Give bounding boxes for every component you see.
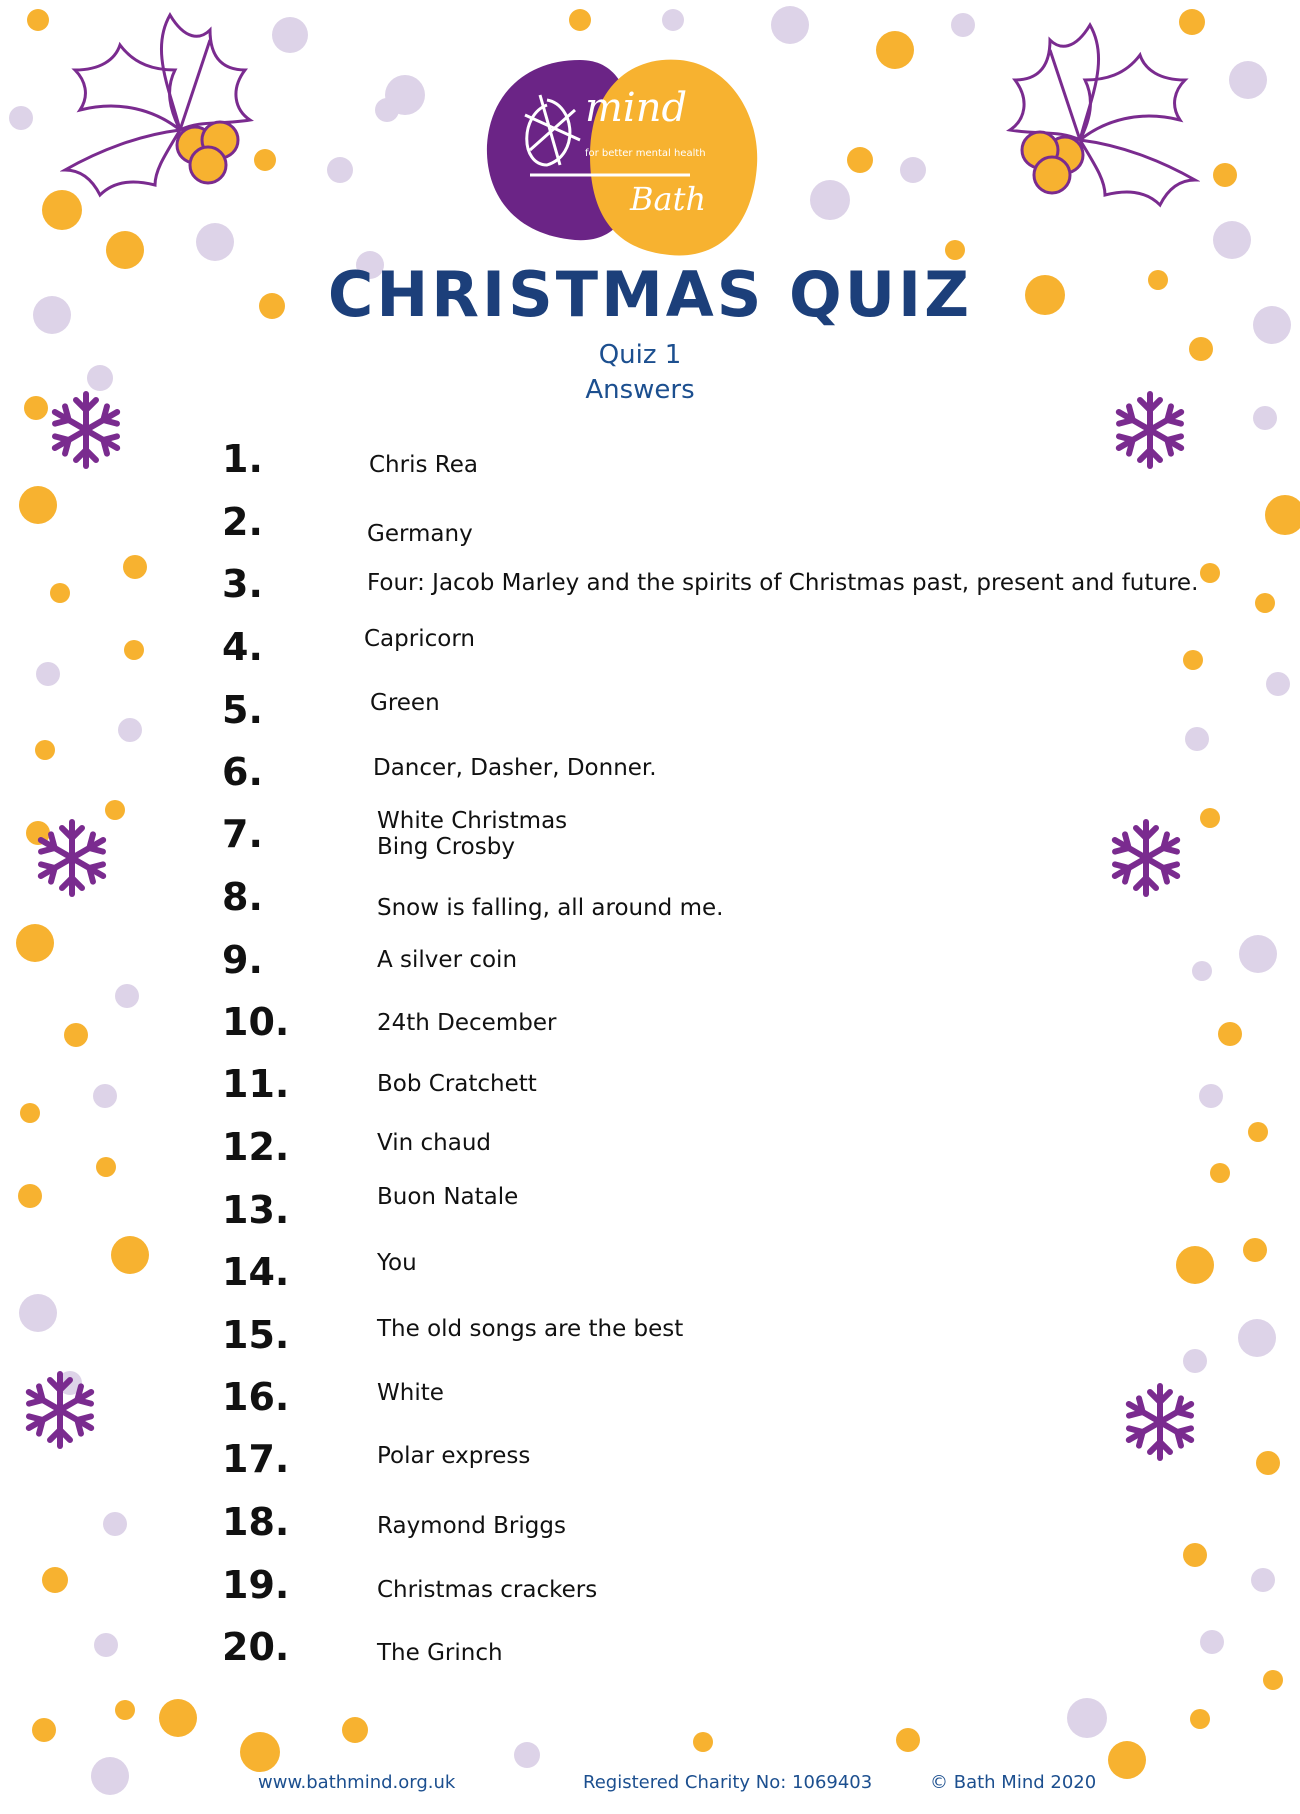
lilac-dot xyxy=(327,157,353,183)
answer-text: White xyxy=(377,1380,444,1406)
gold-dot xyxy=(27,9,49,31)
answer-number: 20. xyxy=(222,1625,290,1669)
quiz-label: Quiz 1 xyxy=(598,340,682,370)
answer-text: Raymond Briggs xyxy=(377,1513,566,1539)
gold-dot xyxy=(1256,1451,1280,1475)
answer-number: 6. xyxy=(222,750,263,794)
gold-dot xyxy=(1263,1670,1283,1690)
answer-text: Chris Rea xyxy=(369,452,478,478)
gold-dot xyxy=(124,640,144,660)
answer-number: 18. xyxy=(222,1500,290,1544)
lilac-dot xyxy=(103,1512,127,1536)
gold-dot xyxy=(847,147,873,173)
lilac-dot xyxy=(1229,61,1267,99)
holly-icon xyxy=(990,20,1200,220)
gold-dot xyxy=(342,1717,368,1743)
answer-text: 24th December xyxy=(377,1010,557,1036)
answer-text: The Grinch xyxy=(377,1640,503,1666)
lilac-dot xyxy=(1239,935,1277,973)
gold-dot xyxy=(96,1157,116,1177)
answer-text: Buon Natale xyxy=(377,1184,519,1210)
answer-text: Germany xyxy=(367,521,473,547)
answer-number: 17. xyxy=(222,1437,290,1481)
holly-icon xyxy=(60,10,270,210)
answer-number: 3. xyxy=(222,562,263,606)
gold-dot xyxy=(1248,1122,1268,1142)
lilac-dot xyxy=(1183,1349,1207,1373)
logo-location: Bath xyxy=(630,180,707,218)
answer-text: Vin chaud xyxy=(377,1130,492,1156)
footer-charity-number: Registered Charity No: 1069403 xyxy=(583,1772,873,1793)
footer-copyright: © Bath Mind 2020 xyxy=(930,1772,1097,1793)
answer-text: Polar express xyxy=(377,1443,531,1469)
answer-text: You xyxy=(377,1250,417,1276)
lilac-dot xyxy=(375,98,399,122)
answer-text: Snow is falling, all around me. xyxy=(377,895,724,921)
lilac-dot xyxy=(771,6,809,44)
lilac-dot xyxy=(93,1084,117,1108)
answer-number: 11. xyxy=(222,1062,290,1106)
gold-dot xyxy=(115,1700,135,1720)
gold-dot xyxy=(1200,563,1220,583)
lilac-dot xyxy=(662,9,684,31)
lilac-dot xyxy=(1185,727,1209,751)
lilac-dot xyxy=(19,1294,57,1332)
page-title: CHRISTMAS QUIZ xyxy=(327,258,973,331)
gold-dot xyxy=(240,1732,280,1772)
answer-text: Four: Jacob Marley and the spirits of Christmas past, present and future. xyxy=(367,570,1199,596)
gold-dot xyxy=(123,555,147,579)
lilac-dot xyxy=(1266,672,1290,696)
lilac-dot xyxy=(951,13,975,37)
gold-dot xyxy=(569,9,591,31)
answer-text: White Christmas xyxy=(377,808,568,834)
gold-dot xyxy=(1255,593,1275,613)
gold-dot xyxy=(35,740,55,760)
answer-text: Capricorn xyxy=(364,626,475,652)
answer-number: 7. xyxy=(222,812,263,856)
answer-number: 8. xyxy=(222,875,263,919)
lilac-dot xyxy=(118,718,142,742)
lilac-dot xyxy=(900,157,926,183)
lilac-dot xyxy=(94,1633,118,1657)
lilac-dot xyxy=(36,662,60,686)
gold-dot xyxy=(159,1699,197,1737)
gold-dot xyxy=(32,1718,56,1742)
mind-logo xyxy=(485,55,765,260)
gold-dot xyxy=(1213,163,1237,187)
gold-dot xyxy=(896,1728,920,1752)
lilac-dot xyxy=(272,17,308,53)
gold-dot xyxy=(19,486,57,524)
gold-dot xyxy=(1218,1022,1242,1046)
answer-text: A silver coin xyxy=(377,947,518,973)
lilac-dot xyxy=(91,1757,129,1795)
answer-number: 13. xyxy=(222,1188,290,1232)
answer-text: Bing Crosby xyxy=(377,834,515,860)
gold-dot xyxy=(1200,808,1220,828)
answer-number: 19. xyxy=(222,1563,290,1607)
gold-dot xyxy=(1183,650,1203,670)
gold-dot xyxy=(876,31,914,69)
answer-number: 4. xyxy=(222,625,263,669)
gold-dot xyxy=(16,924,54,962)
gold-dot xyxy=(42,1567,68,1593)
snowflake-icon xyxy=(1104,816,1188,900)
lilac-dot xyxy=(115,984,139,1008)
answer-text: Bob Cratchett xyxy=(377,1071,537,1097)
lilac-dot xyxy=(196,223,234,261)
lilac-dot xyxy=(1192,961,1212,981)
answer-text: The old songs are the best xyxy=(377,1316,684,1342)
logo-brand: mind xyxy=(585,85,688,131)
answer-number: 15. xyxy=(222,1313,290,1357)
footer-website[interactable]: www.bathmind.org.uk xyxy=(258,1772,456,1793)
lilac-dot xyxy=(1199,1084,1223,1108)
answer-number: 16. xyxy=(222,1375,290,1419)
gold-dot xyxy=(693,1732,713,1752)
answer-text: Dancer, Dasher, Donner. xyxy=(373,755,657,781)
gold-dot xyxy=(18,1184,42,1208)
gold-dot xyxy=(1190,1709,1210,1729)
logo-tagline: for better mental health xyxy=(585,148,706,159)
lilac-dot xyxy=(1251,1568,1275,1592)
gold-dot xyxy=(1108,1741,1146,1779)
lilac-dot xyxy=(1253,406,1277,430)
gold-dot xyxy=(1176,1246,1214,1284)
lilac-dot xyxy=(514,1742,540,1768)
answer-number: 9. xyxy=(222,938,263,982)
gold-dot xyxy=(111,1236,149,1274)
gold-dot xyxy=(1210,1163,1230,1183)
lilac-dot xyxy=(1067,1698,1107,1738)
answer-text: Green xyxy=(370,690,440,716)
gold-dot xyxy=(64,1023,88,1047)
gold-dot xyxy=(50,583,70,603)
lilac-dot xyxy=(9,106,33,130)
gold-dot xyxy=(1183,1543,1207,1567)
snowflake-icon xyxy=(30,816,114,900)
gold-dot xyxy=(945,240,965,260)
gold-dot xyxy=(20,1103,40,1123)
lilac-dot xyxy=(1213,221,1251,259)
snowflake-icon xyxy=(18,1368,102,1452)
answer-text: Christmas crackers xyxy=(377,1577,598,1603)
answer-number: 14. xyxy=(222,1250,290,1294)
answers-label: Answers xyxy=(585,375,695,405)
answer-number: 12. xyxy=(222,1125,290,1169)
answer-number: 10. xyxy=(222,1000,290,1044)
lilac-dot xyxy=(1238,1319,1276,1357)
lilac-dot xyxy=(810,180,850,220)
gold-dot xyxy=(1243,1238,1267,1262)
answer-number: 1. xyxy=(222,437,263,481)
answer-number: 2. xyxy=(222,500,263,544)
lilac-dot xyxy=(1200,1630,1224,1654)
snowflake-icon xyxy=(1118,1380,1202,1464)
gold-dot xyxy=(1265,495,1300,535)
answer-number: 5. xyxy=(222,688,263,732)
